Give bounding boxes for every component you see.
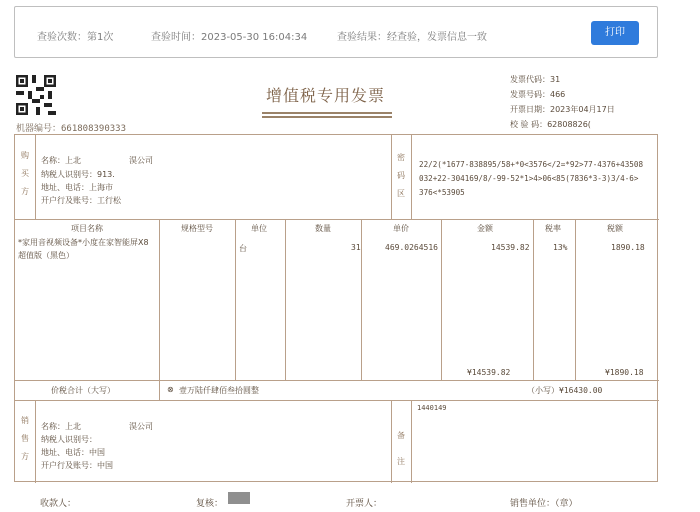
verify-time: 查验时间：2023-05-30 16:04:34 xyxy=(151,32,308,43)
subtotal-tax: ¥1890.18 xyxy=(605,368,644,377)
invoice-date: 开票日期：2023年04月17日 xyxy=(510,105,615,114)
col-divider xyxy=(159,219,160,380)
footer-seller-seal: 销售单位：（章） xyxy=(510,499,578,509)
col-divider xyxy=(533,219,534,380)
item-qty: 31 xyxy=(351,243,361,252)
check-code: 校 验 码：62808826( xyxy=(510,120,591,129)
seller-name: 名称：上北 xyxy=(41,422,81,431)
remark-text: 1440149 xyxy=(417,404,447,412)
subtotal-amount: ¥14539.82 xyxy=(467,368,511,377)
item-amount: 14539.82 xyxy=(491,243,530,252)
col-divider xyxy=(285,219,286,380)
total-words: 壹万陆仟肆佰叁拾圆整 xyxy=(179,386,259,395)
buyer-name-suffix: 淏公司 xyxy=(129,156,153,165)
total-circle-icon: ⊗ xyxy=(167,385,174,394)
col-divider xyxy=(411,400,412,483)
invoice-number: 发票号码：466 xyxy=(510,90,566,99)
row-divider xyxy=(15,400,659,401)
title-underline-2 xyxy=(262,116,392,118)
item-unit: 台 xyxy=(239,244,247,253)
col-header-amount: 金额 xyxy=(477,224,493,233)
invoice-title: 增值税专用发票 xyxy=(266,86,386,105)
footer-payee: 收款人： xyxy=(40,499,77,509)
col-divider xyxy=(441,219,442,380)
col-divider xyxy=(361,219,362,380)
item-name: *家用音视频设备*小度在家智能屏X8 xyxy=(18,238,149,247)
total-small: （小写）¥16430.00 xyxy=(527,386,603,395)
col-divider xyxy=(391,400,392,483)
col-header-spec: 规格型号 xyxy=(181,224,213,233)
item-price: 469.0264516 xyxy=(385,243,438,252)
buyer-name: 名称：上北 xyxy=(41,156,81,165)
seller-address: 地址、电话：中国 xyxy=(41,448,105,457)
remark-side-label: 备 注 xyxy=(397,431,405,466)
col-header-tax-rate: 税率 xyxy=(545,224,561,233)
col-divider xyxy=(159,380,160,400)
col-divider xyxy=(35,400,36,483)
password-line: 22/2(*1677-838895/58+*0<3576</2=*92>77-4376+43508 xyxy=(419,160,644,169)
total-label: 价税合计（大写） xyxy=(51,386,115,395)
buyer-bank: 开户行及账号：工行松 xyxy=(41,196,121,205)
title-underline xyxy=(262,112,392,114)
row-divider xyxy=(15,219,659,220)
col-header-price: 单价 xyxy=(393,224,409,233)
redacted-name xyxy=(228,492,250,504)
row-divider xyxy=(15,380,659,381)
footer-reviewer: 复核： xyxy=(196,499,224,509)
col-divider xyxy=(235,219,236,380)
buyer-address: 地址、电话：上海市 xyxy=(41,183,113,192)
seller-tax-id: 纳税人识别号： xyxy=(41,435,97,444)
col-divider xyxy=(411,135,412,219)
item-tax-rate: 13% xyxy=(553,243,568,252)
col-divider xyxy=(575,219,576,380)
item-tax: 1890.18 xyxy=(611,243,645,252)
verification-bar xyxy=(14,6,658,58)
seller-side-label: 销 售 方 xyxy=(21,416,29,461)
col-header-qty: 数量 xyxy=(315,224,331,233)
item-name-line2: 超值版（黑色） xyxy=(18,251,74,260)
invoice-table xyxy=(14,134,658,482)
print-button[interactable]: 打印 xyxy=(591,21,639,45)
col-header-tax: 税额 xyxy=(607,224,623,233)
footer-drawer: 开票人： xyxy=(346,499,383,509)
col-header-item: 项目名称 xyxy=(71,224,103,233)
qr-code-icon xyxy=(16,75,56,115)
password-line: 032+22-304169/8/-99-52*1>4>06<85(7836*3-3)3/4-6> xyxy=(419,174,639,183)
invoice-code: 发票代码：31 xyxy=(510,75,561,84)
seller-name-suffix: 淏公司 xyxy=(129,422,153,431)
seller-bank: 开户行及账号：中国 xyxy=(41,461,113,470)
buyer-tax-id: 纳税人识别号：913. xyxy=(41,170,115,179)
col-divider xyxy=(35,135,36,219)
verify-count: 查验次数：第1次 xyxy=(37,32,114,43)
verify-result: 查验结果：经查验，发票信息一致 xyxy=(337,32,487,43)
machine-number: 机器编号：661808390333 xyxy=(16,124,127,134)
password-line: 376<*53905 xyxy=(419,188,465,197)
col-header-unit: 单位 xyxy=(251,224,267,233)
buyer-side-label: 购 买 方 xyxy=(21,151,29,196)
col-divider xyxy=(391,135,392,219)
password-side-label: 密 码 区 xyxy=(397,153,405,198)
